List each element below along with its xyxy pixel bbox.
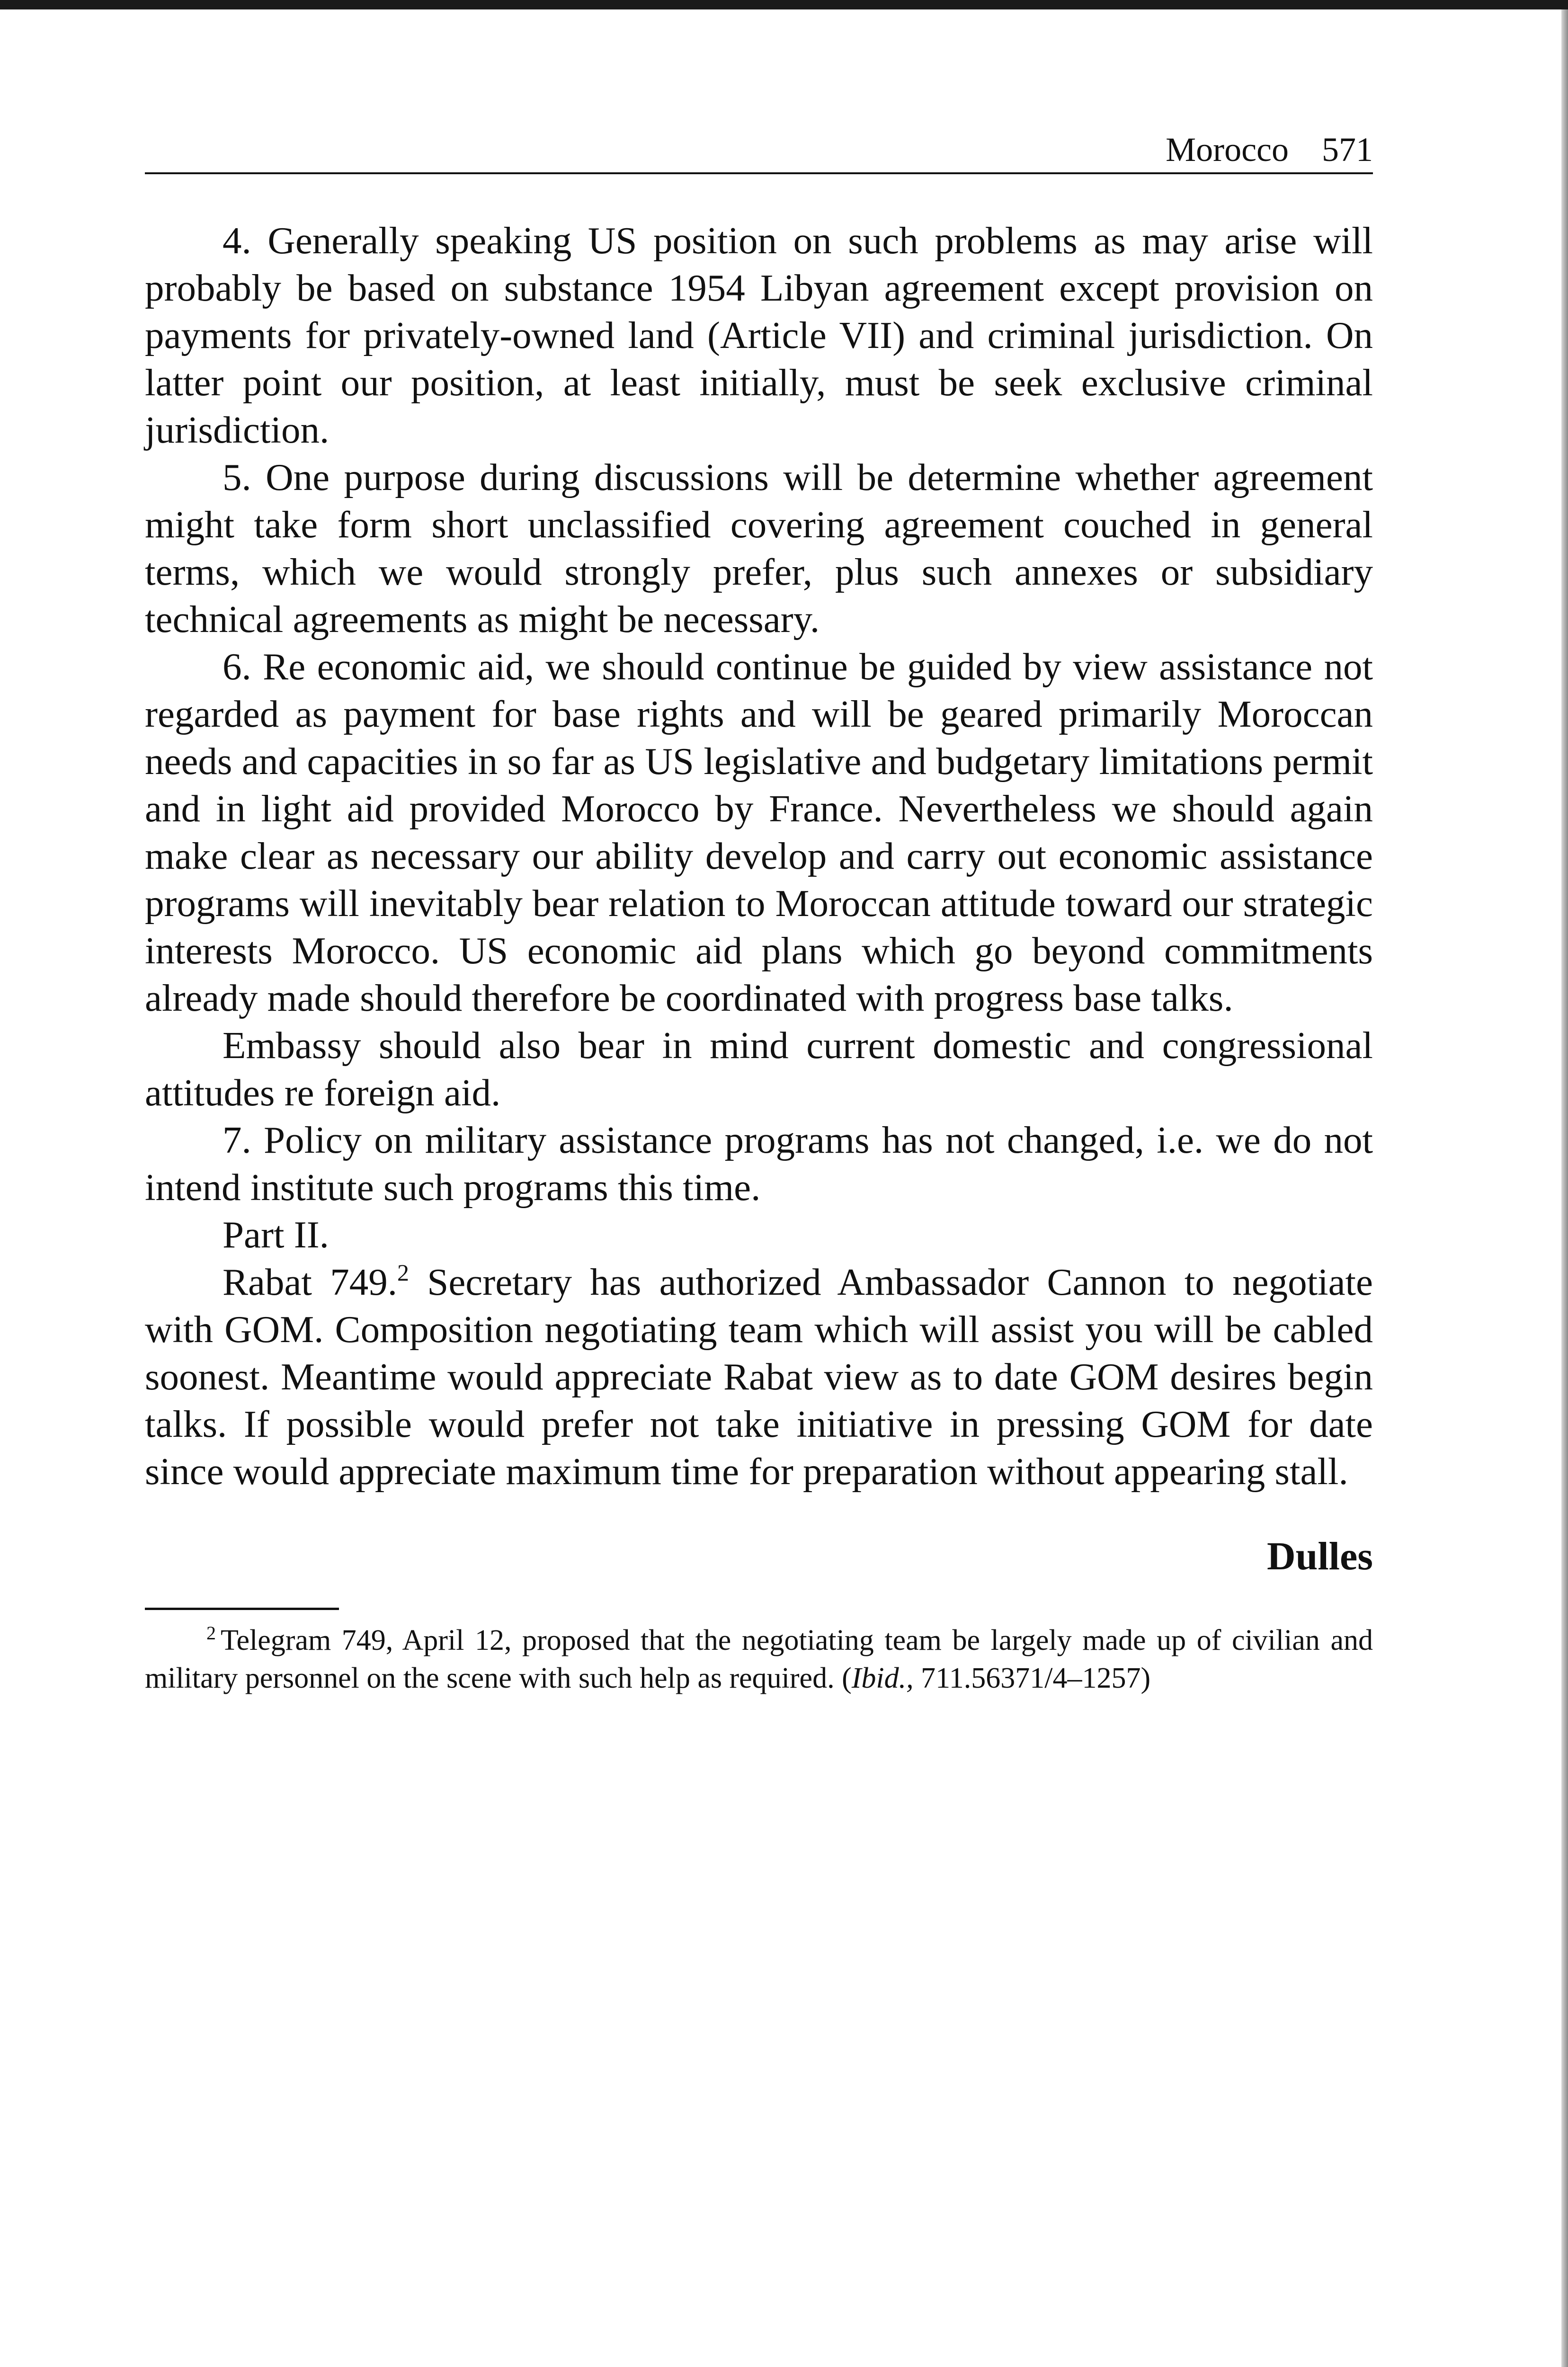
paragraph-7: 7. Policy on military assistance programs has not changed, i.e. we do not intend institute such programs this time. xyxy=(145,1119,1373,1209)
rabat-text: Secretary has authorized Ambassador Cannon to negotiate with GOM. Composition negotiating team which will assist you will be cabled soonest. Meantime would appreciate Rabat view as to date GOM desires begin talks. If possible would prefer not take initiative in pressing GOM for date since would appreciate maximum time for preparation without appearing stall. xyxy=(145,1261,1373,1493)
signature: Dulles xyxy=(1266,1534,1373,1578)
footnote-text-before: Telegram 749, April 12, proposed that the negotiating team be largely made up of civilian and military personnel on the scene with such help as required. ( xyxy=(145,1624,1373,1694)
body-text xyxy=(145,217,1373,1495)
rabat-lead: Rabat 749. xyxy=(223,1261,397,1303)
paragraph-4: 4. Generally speaking US position on such problems as may arise will probably be based on substance 1954 Libyan agreement except provision on payments for privately-owned land (Article VII) and criminal jurisdiction. On latter point our position, at least initially, must be seek exclusive criminal jurisdiction. xyxy=(145,219,1373,451)
paragraph-embassy: Embassy should also bear in mind current domestic and congressional attitudes re foreign aid. xyxy=(145,1024,1373,1114)
part-heading: Part II. xyxy=(223,1213,329,1256)
paragraph-6: 6. Re economic aid, we should continue be guided by view assistance not regarded as payment for base rights and will be geared primarily Moroccan needs and capacities in so far as US legislative and budgetary limitations permit and in light aid provided Morocco by France. Nevertheless we should again make clear as necessary our ability develop and carry out economic assistance programs will inevitably bear relation to Moroccan attitude toward our strategic interests Morocco. US economic aid plans which go beyond commitments already made should therefore be coordinated with progress base talks. xyxy=(145,645,1373,1019)
scan-right-edge xyxy=(1561,9,1568,2367)
scan-top-border xyxy=(0,0,1568,9)
page-number: 571 xyxy=(1322,131,1373,169)
footnote-text-after: 711.56371/4–1257) xyxy=(913,1662,1151,1694)
footnote xyxy=(145,1621,1373,1697)
document-page xyxy=(145,133,1373,1726)
paragraph-rabat xyxy=(145,1258,1373,1495)
footnote-ibid: Ibid., xyxy=(851,1662,914,1694)
paragraph-5: 5. One purpose during discussions will be determine whether agreement might take form short unclassified covering agreement couched in general terms, which we would strongly prefer, plus such annexes or subsidiary technical agreements as might be necessary. xyxy=(145,456,1373,641)
footnote-reference: 2 xyxy=(397,1259,409,1286)
running-head-title: Morocco xyxy=(1166,131,1289,169)
running-head xyxy=(145,133,1373,174)
footnote-rule xyxy=(145,1608,339,1610)
footnote-mark: 2 xyxy=(206,1622,216,1644)
